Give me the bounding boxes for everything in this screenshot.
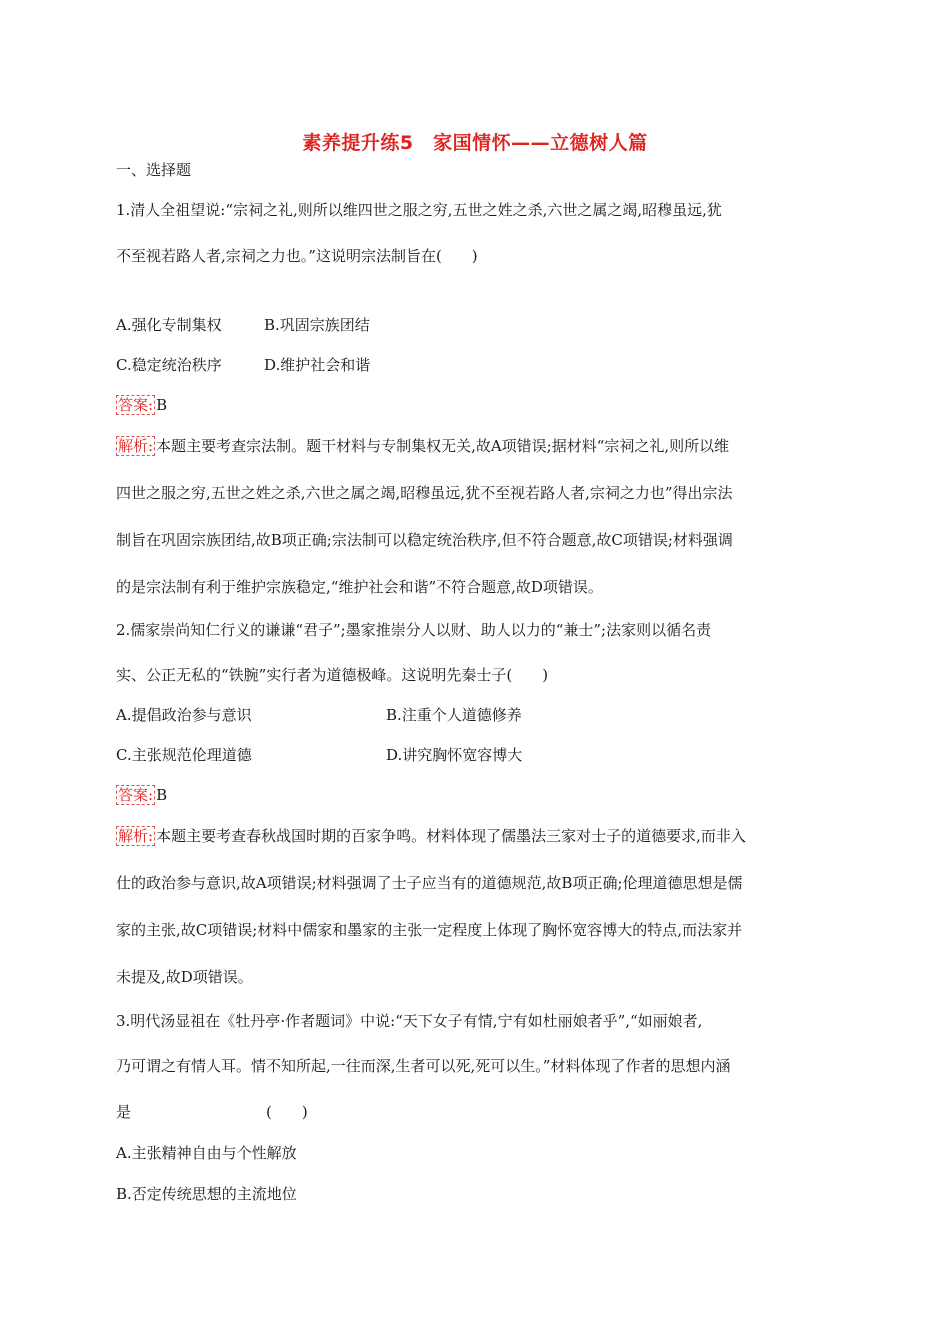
answer-label: 答案: (118, 786, 154, 804)
question-2-option-a: A.提倡政治参与意识 (116, 706, 252, 724)
question-3-option-b: B.否定传统思想的主流地位 (116, 1185, 297, 1203)
analysis-label: 解析: (118, 437, 154, 455)
page-title: 素养提升练5 家国情怀——立德树人篇 (302, 132, 648, 154)
question-3-option-a: A.主张精神自由与个性解放 (116, 1144, 297, 1162)
question-1-option-b: B.巩固宗族团结 (264, 316, 370, 334)
question-3-stem-line-2: 乃可谓之有情人耳。情不知所起,一往而深,生者可以死,死可以生。”材料体现了作者的思想内涵 (116, 1057, 731, 1075)
question-1-option-d: D.维护社会和谐 (264, 356, 371, 374)
question-3-stem-line-1: 3.明代汤显祖在《牡丹亭·作者题词》中说:“天下女子有情,宁有如杜丽娘者乎”,“如丽娘者, (116, 1012, 703, 1030)
analysis-label: 解析: (118, 827, 154, 845)
question-2-stem-line-2: 实、公正无私的“铁腕”实行者为道德极峰。这说明先秦士子( ) (116, 666, 549, 684)
question-1-stem-line-1: 1.清人全祖望说:“宗祠之礼,则所以维四世之服之穷,五世之姓之杀,六世之属之竭,昭穆虽远,犹 (116, 201, 722, 219)
answer-value: B (156, 786, 168, 804)
question-1-options-row-2 (116, 355, 371, 375)
question-3-stem-line-3: 是 ( ) (116, 1103, 308, 1121)
question-2-options-row-2 (116, 745, 523, 765)
analysis-text: 本题主要考查春秋战国时期的百家争鸣。材料体现了儒墨法三家对士子的道德要求,而非入 (156, 827, 746, 845)
analysis-text: 本题主要考查宗法制。题干材料与专制集权无关,故A项错误;据材料“宗祠之礼,则所以维 (156, 437, 730, 455)
question-2-stem-line-1: 2.儒家崇尚知仁行义的谦谦“君子”;墨家推崇分人以财、助人以力的“兼士”;法家则以循名责 (116, 621, 712, 639)
question-1-analysis-line-1 (116, 436, 729, 456)
question-2-option-d: D.讲究胸怀宽容博大 (386, 746, 523, 764)
question-2-option-b: B.注重个人道德修养 (386, 706, 522, 724)
question-1-analysis-line-2: 四世之服之穷,五世之姓之杀,六世之属之竭,昭穆虽远,犹不至视若路人者,宗祠之力也”得出宗法 (116, 484, 733, 502)
question-2-options-row-1 (116, 705, 522, 725)
section-heading: 一、选择题 (116, 161, 192, 179)
question-1-analysis-line-4: 的是宗法制有利于维护宗族稳定,“维护社会和谐”不符合题意,故D项错误。 (116, 578, 603, 596)
question-2-option-c: C.主张规范伦理道德 (116, 746, 252, 764)
question-1-answer (116, 395, 167, 415)
question-1-analysis-line-3: 制旨在巩固宗族团结,故B项正确;宗法制可以稳定统治秩序,但不符合题意,故C项错误;材料强调 (116, 531, 733, 549)
question-2-analysis-line-3: 家的主张,故C项错误;材料中儒家和墨家的主张一定程度上体现了胸怀宽容博大的特点,而法家并 (116, 921, 743, 939)
question-2-analysis-line-2: 仕的政治参与意识,故A项错误;材料强调了士子应当有的道德规范,故B项正确;伦理道德思想是儒 (116, 874, 743, 892)
question-1-options-row-1 (116, 315, 370, 335)
question-2-answer (116, 785, 167, 805)
answer-value: B (156, 396, 168, 414)
answer-label: 答案: (118, 396, 154, 414)
question-1-stem-line-2: 不至视若路人者,宗祠之力也。”这说明宗法制旨在( ) (116, 247, 478, 265)
question-1-option-a: A.强化专制集权 (116, 316, 222, 334)
question-1-option-c: C.稳定统治秩序 (116, 356, 222, 374)
question-2-analysis-line-1 (116, 826, 746, 846)
question-2-analysis-line-4: 未提及,故D项错误。 (116, 968, 253, 986)
